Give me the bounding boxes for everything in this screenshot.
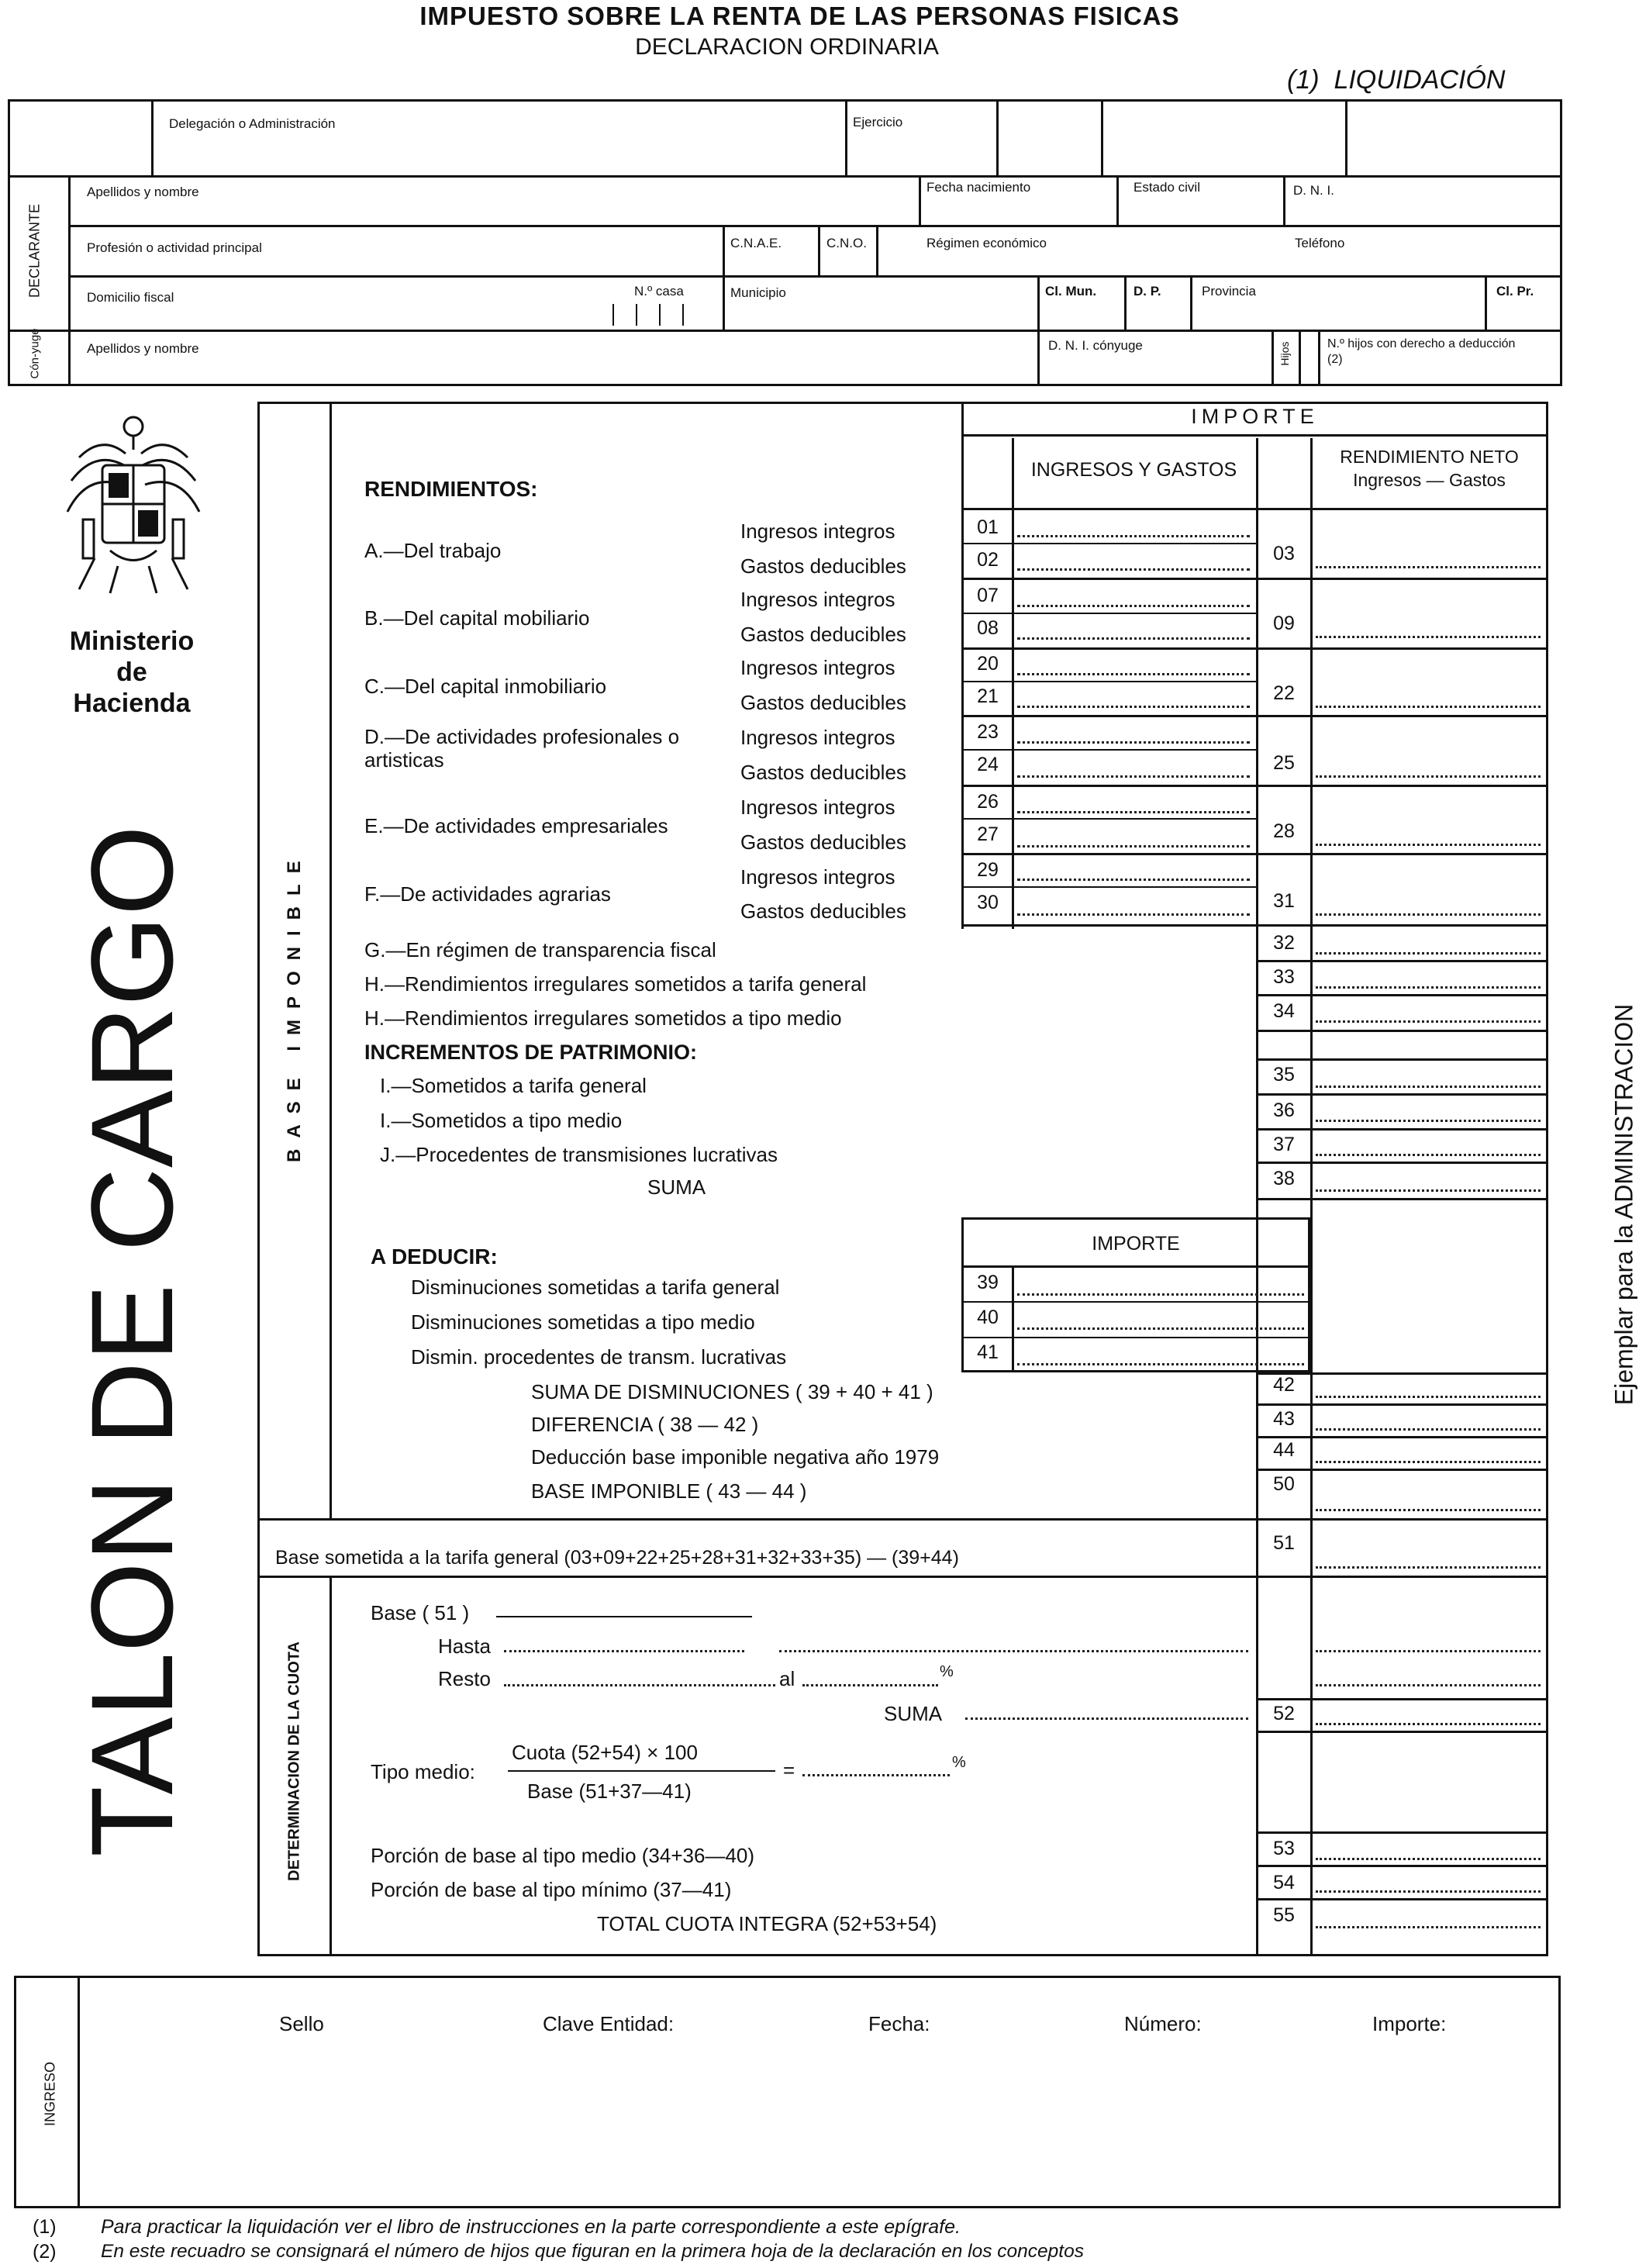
ejercicio-label: Ejercicio bbox=[853, 115, 903, 129]
total-43-label: DIFERENCIA ( 38 — 42 ) bbox=[531, 1413, 759, 1436]
code-26: 26 bbox=[977, 791, 999, 813]
base-tarifa-label: Base sometida a la tarifa general (03+09+22+25+28+31+32+33+35) — (39+44) bbox=[275, 1547, 959, 1569]
field-09[interactable] bbox=[1316, 636, 1541, 638]
field-34[interactable] bbox=[1316, 1020, 1541, 1023]
ded-41-label: Dismin. procedentes de transm. lucrativas bbox=[411, 1345, 787, 1369]
item-a-label: A.—Del trabajo bbox=[364, 539, 502, 562]
code-34: 34 bbox=[1273, 1000, 1295, 1022]
municipio-label: Municipio bbox=[730, 285, 786, 300]
conyuge-apellidos-label: Apellidos y nombre bbox=[87, 341, 199, 356]
footnote-1-text: Para practicar la liquidación ver el libro de instrucciones en la parte correspondiente a este epígrafe. bbox=[101, 2216, 961, 2238]
field-08[interactable] bbox=[1017, 637, 1250, 640]
importe-header: IMPORTE bbox=[1191, 405, 1319, 428]
footnote-2-number: (2) bbox=[33, 2241, 57, 2263]
conyuge-dni-label: D. N. I. cónyuge bbox=[1048, 338, 1143, 353]
item-h1-label: H.—Rendimientos irregulares sometidos a tarifa general bbox=[364, 972, 867, 996]
al-label: al bbox=[779, 1667, 795, 1690]
tipo-medio-numerador: Cuota (52+54) × 100 bbox=[512, 1741, 698, 1764]
code-41: 41 bbox=[977, 1341, 999, 1363]
liquidacion-label: (1) LIQUIDACIÓN bbox=[1287, 65, 1506, 95]
ingreso-section-label: INGRESO bbox=[42, 2062, 58, 2127]
rendimiento-neto-header: RENDIMIENTO NETO bbox=[1340, 447, 1519, 467]
item-g-label: G.—En régimen de transparencia fiscal bbox=[364, 938, 716, 961]
ministerio-line-3: Hacienda bbox=[73, 689, 191, 718]
resto-pct: % bbox=[940, 1663, 954, 1680]
talon-de-cargo-title: TALON DE CARGO bbox=[67, 825, 197, 1857]
conyuge-section-label: Cón-yuge bbox=[28, 328, 42, 379]
field-23[interactable] bbox=[1017, 741, 1250, 744]
footnote-1-number: (1) bbox=[33, 2216, 57, 2238]
cuota-base-label: Base ( 51 ) bbox=[371, 1601, 470, 1624]
gastos-a-label: Gastos deducibles bbox=[740, 554, 906, 578]
field-31[interactable] bbox=[1316, 913, 1541, 916]
dp-label: D. P. bbox=[1133, 284, 1161, 299]
tipo-medio-field[interactable] bbox=[802, 1774, 950, 1776]
resto-label: Resto bbox=[438, 1667, 491, 1690]
code-22: 22 bbox=[1273, 682, 1295, 704]
code-37: 37 bbox=[1273, 1134, 1295, 1155]
code-25: 25 bbox=[1273, 752, 1295, 774]
code-52: 52 bbox=[1273, 1703, 1295, 1724]
code-02: 02 bbox=[977, 549, 999, 571]
footnote-2-text: En este recuadro se consignará el número de hijos que figuran en la primera hoja de la declaración en los conceptos bbox=[101, 2241, 1084, 2262]
code-09: 09 bbox=[1273, 613, 1295, 634]
cuota-section-label: DETERMINACION DE LA CUOTA bbox=[285, 1641, 303, 1881]
code-44: 44 bbox=[1273, 1439, 1295, 1461]
field-39[interactable] bbox=[1017, 1293, 1304, 1296]
tipo-medio-denominador: Base (51+37—41) bbox=[527, 1780, 692, 1803]
regimen-label: Régimen económico bbox=[926, 236, 1047, 250]
field-44[interactable] bbox=[1316, 1461, 1541, 1463]
cl-mun-label: Cl. Mun. bbox=[1045, 284, 1097, 299]
declarante-section-label: DECLARANTE bbox=[26, 203, 43, 299]
total-44-label: Deducción base imponible negativa año 1979 bbox=[531, 1445, 940, 1469]
code-32: 32 bbox=[1273, 932, 1295, 954]
gastos-f-label: Gastos deducibles bbox=[740, 899, 906, 923]
item-f-label: F.—De actividades agrarias bbox=[364, 882, 611, 906]
field-55[interactable] bbox=[1316, 1926, 1541, 1928]
rendimiento-neto-sub: Ingresos — Gastos bbox=[1353, 470, 1506, 490]
incrementos-heading: INCREMENTOS DE PATRIMONIO: bbox=[364, 1041, 698, 1064]
code-24: 24 bbox=[977, 754, 999, 775]
item-h2-label: H.—Rendimientos irregulares sometidos a tipo medio bbox=[364, 1006, 842, 1030]
code-07: 07 bbox=[977, 585, 999, 606]
cnae-label: C.N.A.E. bbox=[730, 236, 782, 250]
importe2-header: IMPORTE bbox=[1092, 1233, 1180, 1255]
code-27: 27 bbox=[977, 823, 999, 845]
profesion-label: Profesión o actividad principal bbox=[87, 240, 262, 255]
coat-of-arms-icon bbox=[56, 403, 211, 597]
sello-label: Sello bbox=[279, 2012, 324, 2035]
ingreso-box bbox=[14, 1976, 1561, 2208]
ejercicio-field[interactable] bbox=[849, 136, 992, 171]
ministerio-line-1: Ministerio bbox=[69, 627, 195, 656]
field-27[interactable] bbox=[1017, 845, 1250, 847]
gastos-e-label: Gastos deducibles bbox=[740, 830, 906, 854]
ingresos-a-label: Ingresos integros bbox=[740, 520, 895, 543]
field-37[interactable] bbox=[1316, 1154, 1541, 1156]
suma-label: SUMA bbox=[647, 1175, 706, 1199]
code-55: 55 bbox=[1273, 1904, 1295, 1926]
porcion-minimo-label: Porción de base al tipo mínimo (37—41) bbox=[371, 1878, 732, 1901]
porcion-medio-label: Porción de base al tipo medio (34+36—40) bbox=[371, 1844, 755, 1867]
field-26[interactable] bbox=[1017, 811, 1250, 813]
field-07[interactable] bbox=[1017, 605, 1250, 607]
inc-i2-label: I.—Sometidos a tipo medio bbox=[380, 1109, 623, 1132]
field-30[interactable] bbox=[1017, 913, 1250, 916]
numero-label: Número: bbox=[1124, 2012, 1202, 2035]
form-subtitle: DECLARACION ORDINARIA bbox=[635, 34, 939, 60]
ingresos-c-label: Ingresos integros bbox=[740, 656, 895, 679]
code-31: 31 bbox=[1273, 890, 1295, 912]
hasta-neto-field[interactable] bbox=[1316, 1650, 1541, 1652]
field-54[interactable] bbox=[1316, 1890, 1541, 1893]
code-54: 54 bbox=[1273, 1872, 1295, 1893]
item-d-label: D.—De actividades profesionales o artisticas bbox=[364, 725, 680, 772]
field-51[interactable] bbox=[1316, 1566, 1541, 1569]
item-c-label: C.—Del capital inmobiliario bbox=[364, 675, 607, 698]
field-41[interactable] bbox=[1017, 1363, 1304, 1365]
hasta-label: Hasta bbox=[438, 1635, 491, 1658]
total-50-label: BASE IMPONIBLE ( 43 — 44 ) bbox=[531, 1479, 807, 1503]
code-21: 21 bbox=[977, 685, 999, 707]
al-field[interactable] bbox=[802, 1684, 938, 1686]
field-33[interactable] bbox=[1316, 986, 1541, 989]
form-title: IMPUESTO SOBRE LA RENTA DE LAS PERSONAS FISICAS bbox=[419, 2, 1180, 30]
code-51: 51 bbox=[1273, 1532, 1295, 1554]
field-50[interactable] bbox=[1316, 1509, 1541, 1511]
gastos-d-label: Gastos deducibles bbox=[740, 761, 906, 784]
field-22[interactable] bbox=[1316, 706, 1541, 708]
total-cuota-label: TOTAL CUOTA INTEGRA (52+53+54) bbox=[597, 1912, 937, 1935]
code-42: 42 bbox=[1273, 1374, 1295, 1396]
code-28: 28 bbox=[1273, 820, 1295, 842]
hijos-label: Hijos bbox=[1278, 341, 1291, 366]
clave-entidad-label: Clave Entidad: bbox=[543, 2012, 675, 2035]
field-43[interactable] bbox=[1316, 1428, 1541, 1431]
field-01[interactable] bbox=[1017, 535, 1250, 537]
field-38[interactable] bbox=[1316, 1189, 1541, 1192]
fecha-nacimiento-label: Fecha nacimiento bbox=[926, 180, 1031, 195]
field-53[interactable] bbox=[1316, 1858, 1541, 1860]
inc-j-label: J.—Procedentes de transmisiones lucrativas bbox=[380, 1143, 778, 1166]
telefono-label: Teléfono bbox=[1295, 236, 1345, 250]
gastos-b-label: Gastos deducibles bbox=[740, 623, 906, 646]
field-02[interactable] bbox=[1017, 568, 1250, 571]
ministerio-line-2: de bbox=[116, 658, 147, 687]
field-42[interactable] bbox=[1316, 1396, 1541, 1398]
code-30: 30 bbox=[977, 892, 999, 913]
ejemplar-administracion-label: Ejemplar para la ADMINISTRACION bbox=[1610, 1003, 1638, 1406]
delegacion-label: Delegación o Administración bbox=[169, 116, 336, 131]
hasta-field[interactable] bbox=[504, 1650, 744, 1652]
cno-label: C.N.O. bbox=[826, 236, 867, 250]
field-28[interactable] bbox=[1316, 844, 1541, 846]
ingresos-e-label: Ingresos integros bbox=[740, 796, 895, 819]
delegacion-field[interactable] bbox=[155, 136, 837, 171]
field-52[interactable] bbox=[1316, 1723, 1541, 1725]
field-25[interactable] bbox=[1316, 775, 1541, 778]
ingresos-gastos-header: INGRESOS Y GASTOS bbox=[1030, 459, 1237, 481]
field-29[interactable] bbox=[1017, 879, 1250, 881]
domicilio-label: Domicilio fiscal bbox=[87, 290, 174, 305]
tipo-medio-label: Tipo medio: bbox=[371, 1760, 475, 1783]
field-03[interactable] bbox=[1316, 566, 1541, 568]
resto-neto-field[interactable] bbox=[1316, 1684, 1541, 1686]
field-35[interactable] bbox=[1316, 1086, 1541, 1088]
code-20: 20 bbox=[977, 653, 999, 675]
field-21[interactable] bbox=[1017, 706, 1250, 708]
code-39: 39 bbox=[977, 1272, 999, 1293]
item-e-label: E.—De actividades empresariales bbox=[364, 814, 668, 837]
code-08: 08 bbox=[977, 617, 999, 639]
ded-40-label: Disminuciones sometidas a tipo medio bbox=[411, 1310, 755, 1334]
field-40[interactable] bbox=[1017, 1327, 1304, 1330]
ingresos-d-label: Ingresos integros bbox=[740, 726, 895, 749]
ingresos-f-label: Ingresos integros bbox=[740, 865, 895, 889]
resto-field[interactable] bbox=[504, 1684, 775, 1686]
field-20[interactable] bbox=[1017, 673, 1250, 675]
code-53: 53 bbox=[1273, 1838, 1295, 1859]
apellidos-label: Apellidos y nombre bbox=[87, 185, 199, 199]
code-43: 43 bbox=[1273, 1408, 1295, 1430]
code-50: 50 bbox=[1273, 1473, 1295, 1495]
rendimientos-heading: RENDIMIENTOS: bbox=[364, 477, 538, 501]
provincia-label: Provincia bbox=[1202, 284, 1256, 299]
item-b-label: B.—Del capital mobiliario bbox=[364, 606, 590, 630]
importe-label: Importe: bbox=[1372, 2012, 1447, 2035]
code-36: 36 bbox=[1273, 1099, 1295, 1121]
code-35: 35 bbox=[1273, 1064, 1295, 1086]
fecha-label: Fecha: bbox=[868, 2012, 930, 2035]
field-32[interactable] bbox=[1316, 952, 1541, 954]
code-01: 01 bbox=[977, 516, 999, 538]
dni-label: D. N. I. bbox=[1293, 183, 1334, 198]
code-23: 23 bbox=[977, 721, 999, 743]
code-33: 33 bbox=[1273, 966, 1295, 988]
n-casa-label: N.º casa bbox=[634, 284, 684, 299]
inc-i1-label: I.—Sometidos a tarifa general bbox=[380, 1074, 647, 1097]
tipo-medio-pct: % bbox=[952, 1754, 966, 1771]
cl-pr-label: Cl. Pr. bbox=[1496, 284, 1534, 299]
tipo-medio-eq: = bbox=[783, 1759, 795, 1782]
total-42-label: SUMA DE DISMINUCIONES ( 39 + 40 + 41 ) bbox=[531, 1380, 933, 1403]
gastos-c-label: Gastos deducibles bbox=[740, 691, 906, 714]
code-03: 03 bbox=[1273, 543, 1295, 564]
field-24[interactable] bbox=[1017, 775, 1250, 778]
code-29: 29 bbox=[977, 859, 999, 881]
hasta-importe-field[interactable] bbox=[779, 1650, 1248, 1652]
hijos-deduccion-label: N.º hijos con derecho a deducción (2) bbox=[1327, 337, 1516, 366]
ded-39-label: Disminuciones sometidas a tarifa general bbox=[411, 1276, 780, 1299]
a-deducir-heading: A DEDUCIR: bbox=[371, 1244, 498, 1269]
estado-civil-label: Estado civil bbox=[1133, 180, 1200, 195]
ingresos-b-label: Ingresos integros bbox=[740, 588, 895, 611]
cuota-suma-label: SUMA bbox=[884, 1702, 943, 1725]
code-40: 40 bbox=[977, 1307, 999, 1328]
base-imponible-section-label: BASE IMPONIBLE bbox=[284, 850, 305, 1162]
code-38: 38 bbox=[1273, 1168, 1295, 1189]
field-36[interactable] bbox=[1316, 1120, 1541, 1122]
